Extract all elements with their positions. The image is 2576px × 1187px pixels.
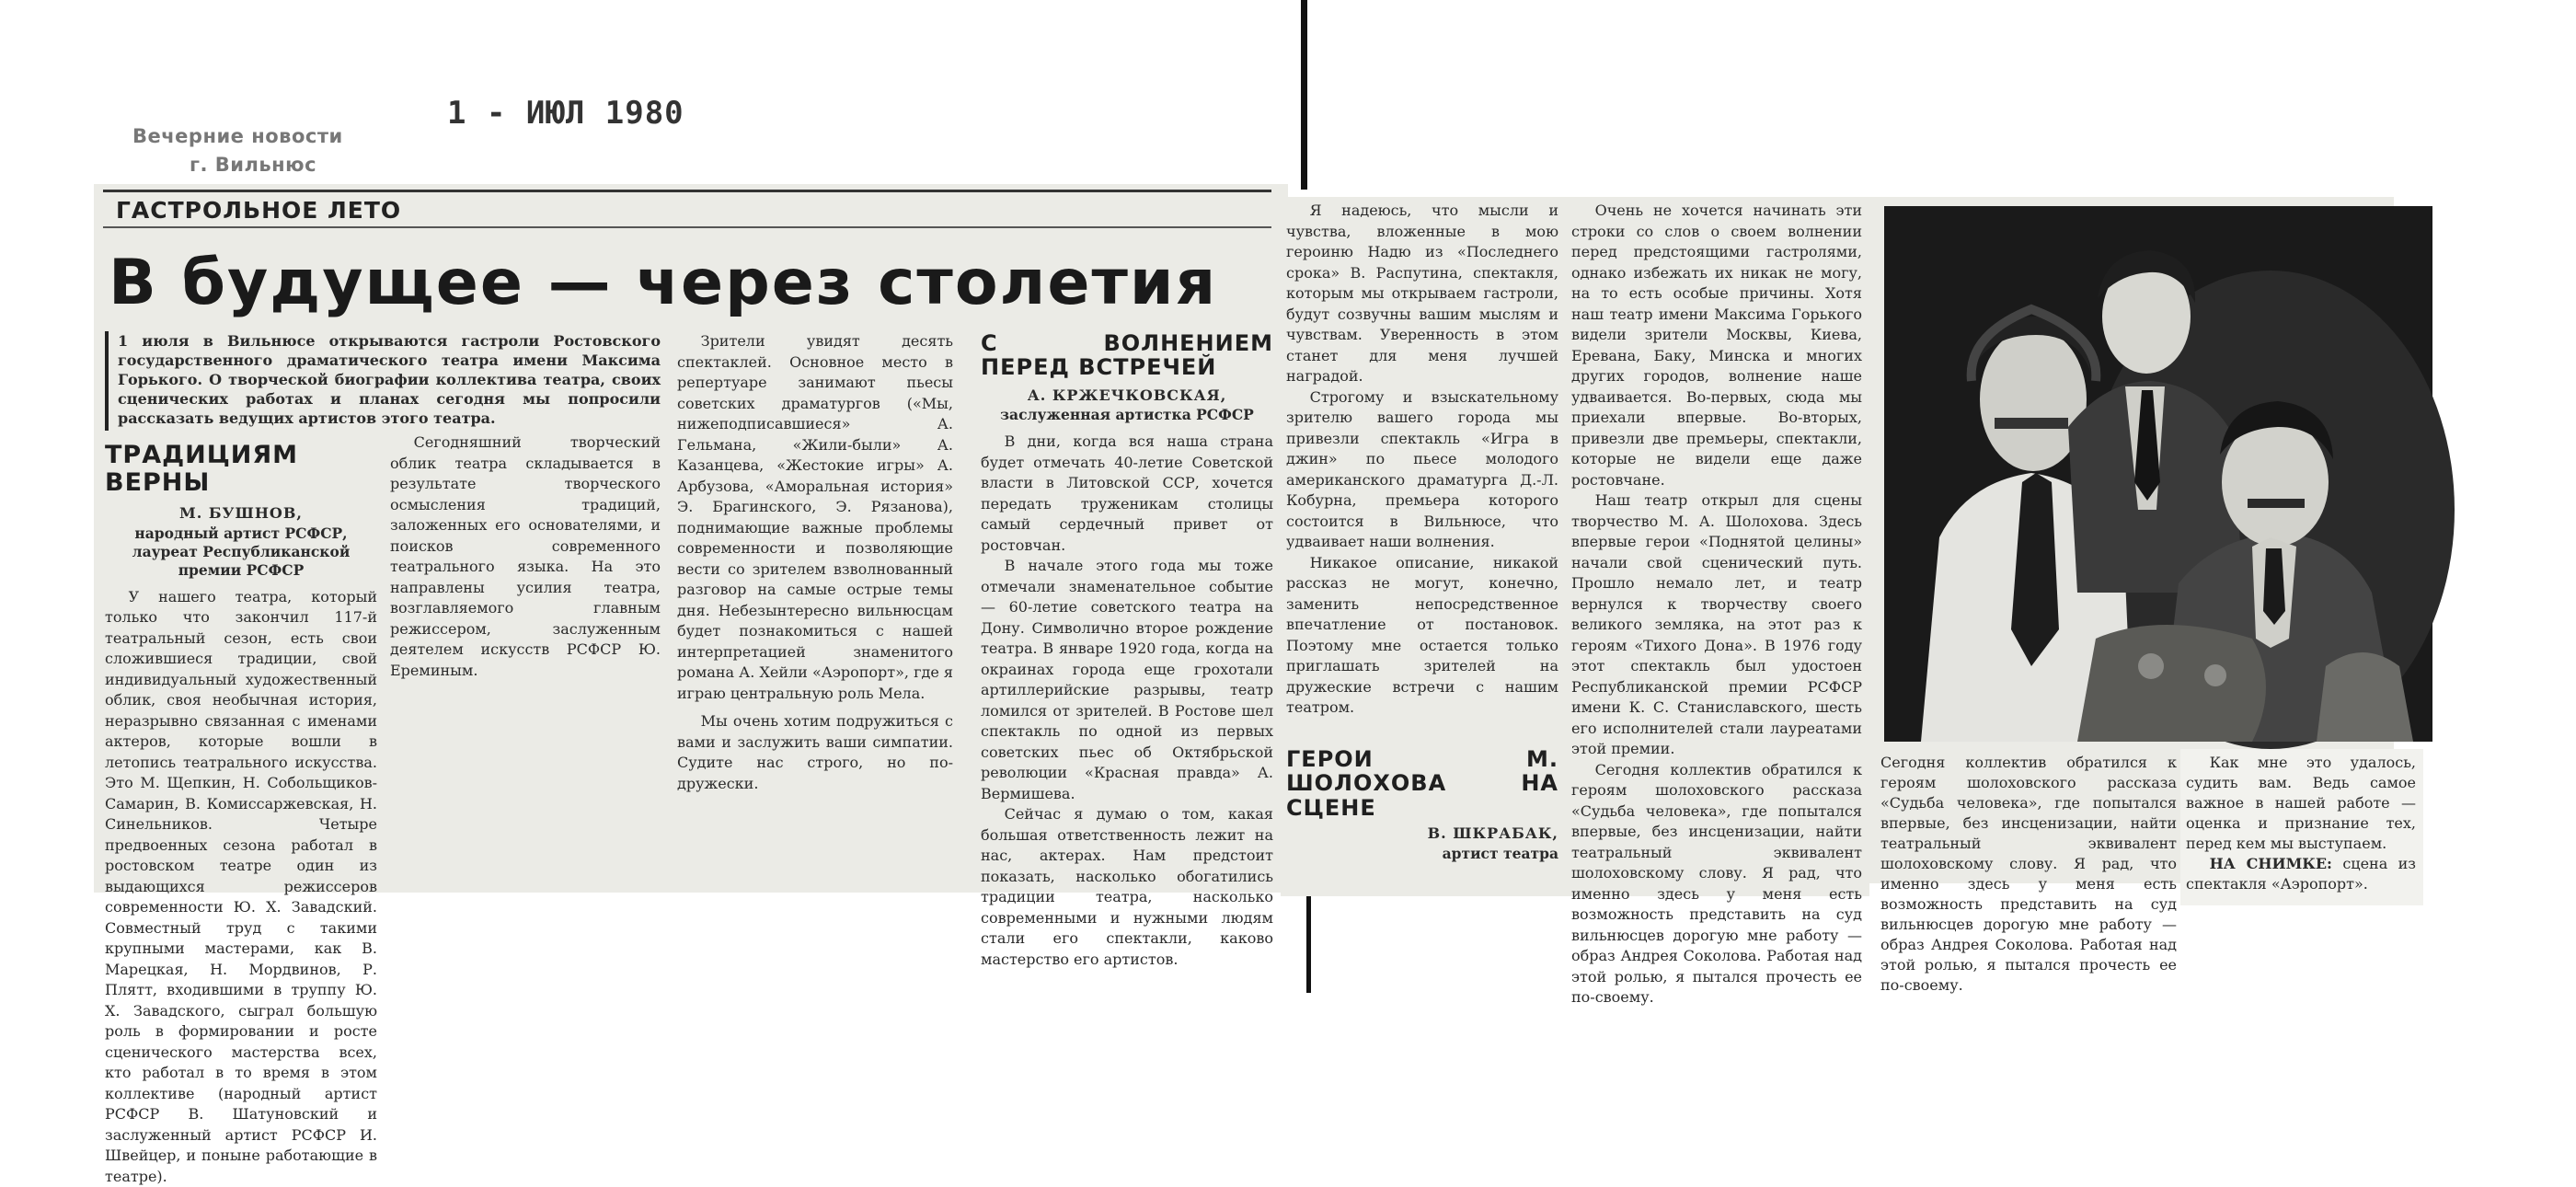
- article2-col-a: [981, 330, 1273, 968]
- article1-col-b: [390, 432, 661, 888]
- article3-paragraph-3-continued: Сегодня коллектив обратился к героям шолоховского рассказа «Судьба человека», где попытался впервые, без инсценизации, найти театральный эквивалент шолоховскому слову. Я рад, что именно здесь у меня есть возможность представить на суд вильнюсцев дорогую мне работу — образ Андрея Соколова. Работая над этой ролью, я пытался прочесть ее по-своему.: [1880, 754, 2177, 994]
- article1-author-title: народный артист РСФСР, лауреат Республиканской премии РСФСР: [132, 524, 351, 579]
- article1-col-a: [105, 441, 377, 1185]
- rubric-rule-top: [103, 190, 1271, 192]
- article3-paragraph-4: Как мне это удалось, судить вам. Ведь самое важное в нашей работе — оценка и признание тех, перед кем мы выступаем.: [2186, 754, 2416, 852]
- rubric-rule-bottom: [103, 226, 1271, 228]
- article2-title: С ВОЛНЕНИЕМ ПЕРЕД ВСТРЕЧЕЙ: [981, 330, 1273, 381]
- article2-paragraph-2: В начале этого года мы тоже отмечали знаменательное событие — 60-летие советского театра на Дону. Символично второе рождение театра. В январе 1920 года, когда на окраинах города еще грохотали артиллерийские разрывы, театр ломился от зрителей. В Ростове шел спектакль по одной из первых советских пьес об Октябрьской революции «Красная правда» А. Вермишева.: [981, 557, 1273, 802]
- scan-fold-line-bottom: [1306, 888, 1311, 993]
- article1-author: М. БУШНОВ,: [179, 504, 303, 523]
- article1-paragraph-3: Зрители увидят десять спектаклей. Основное место в репертуаре занимают пьесы советских драматургов («Мы, нижеподписавшиеся» А. Гельмана, «Жили-были» А. Казанцева, «Жестокие игры» А. Арбузова, «Аморальная история» Э. Брагинского, Э. Рязанова), поднимающие важные проблемы современности и позволяющие вести со зрителем взволнованный разговор на самые острые темы дня. Небезынтересно вильнюсцам будет познакомиться с нашей интерпретацией знаменитого романа А. Хейли «Аэропорт», где я играю центральную роль Мела.: [677, 332, 953, 702]
- article1-paragraph-1: У нашего театра, который только что закончил 117-й театральный сезон, есть свои сложившиеся традиции, свой индивидуальный художественный облик, своя необычная история, неразрывно связанная с именами актеров, которые вошли в летопись театрального искусства. Это М. Щепкин, Н. Собольщиков-Самарин, В. Комиссаржевская, Н. Синельников. Четыре предвоенных сезона работал в ростовском театре один из выдающихся режиссеров современности Ю. Х. Завадский. Совместный труд с такими крупными мастерами, как В. Марецкая, Н. Мордвинов, Р. Плятт, входившими в труппу Ю. Х. Завадского, сыграл большую роль в формировании и росте сценического мастерства всех, кто работал в то время в этом коллективе (народный артист РСФСР В. Шатуновский и заслуженный артист РСФСР И. Швейцер, и поныне работающие в театре).: [105, 587, 377, 1185]
- article2-paragraph-4: Я надеюсь, что мысли и чувства, вложенные в мою героиню Надю из «Последнего срока» В. Распутина, спектакля, которым мы открываем гастроли, будут созвучны вашим мыслям и чувствам. Уверенность в этом станет для меня лучшей наградой.: [1286, 202, 1558, 385]
- newspaper-source-stamp: [132, 122, 343, 179]
- source-title: Вечерние новости: [132, 125, 343, 147]
- rubric-label: ГАСТРОЛЬНОЕ ЛЕТО: [116, 197, 402, 224]
- article2-paragraph-1: В дни, когда вся наша страна будет отмечать 40-летие Советской власти в Литовской ССР, хочется передать труженикам столицы самый сердечный привет от ростовчан.: [981, 432, 1273, 554]
- article2-paragraph-5: Строгому и взыскательному зрителю вашего города мы привезли спектакль «Игра в джин» по пьесе молодого американского драматурга Д.-Л. Кобурна, премьера которого состоится в Вильнюсе, что удваивает наши волнения.: [1286, 387, 1558, 550]
- article2-col-b: [1286, 201, 1558, 743]
- article1-col-c: [677, 331, 953, 888]
- article3-col-a: [1286, 747, 1558, 893]
- photo-caption-text: сцена из спектакля «Аэропорт».: [2186, 855, 2416, 893]
- article3-paragraph-1: Очень не хочется начинать эти строки со слов о своем волнении перед предстоящими гастролями, однако избежать их никак не могу, на то есть особые причины. Хотя наш театр имени Максима Горького видели зрители Москвы, Киева, Еревана, Баку, Минска и многих других городов, волнение наше удваивается. Во-первых, сюда мы приехали впервые. Во-вторых, привезли две премьеры, спектакли, которые не видели еще даже ростовчане.: [1571, 202, 1862, 489]
- article3-col-b: [1571, 201, 1862, 1006]
- article3-author: В. ШКРАБАК,: [1427, 824, 1558, 843]
- article2-paragraph-6: Никакое описание, никакой рассказ не могут, конечно, заменить непосредственное впечатление от постановок. Поэтому мне остается только приглашать зрителей на дружеские встречи с нашим театром.: [1286, 553, 1558, 716]
- article1-paragraph-2: Сегодняшний творческий облик театра складывается в результате творческого осмысления традиций, заложенных его основателями, и поисков современного театрального языка. На это направлены усилия театра, возглавляемого главным режиссером, заслуженным деятелем искусств РСФСР Ю. Ереминым.: [390, 433, 661, 679]
- article1-paragraph-4: Мы очень хотим подружиться с вами и заслужить ваши симпатии. Судите нас строго, но по-дружески.: [677, 712, 953, 792]
- photo-caption: [2186, 854, 2416, 894]
- page-title: В будущее — через столетия: [109, 247, 1218, 319]
- source-city: г. Вильнюс: [190, 154, 317, 176]
- article3-title: ГЕРОИ М. ШОЛОХОВА НА СЦЕНЕ: [1286, 746, 1558, 821]
- photo-caption-label: НА СНИМКЕ:: [2209, 855, 2332, 872]
- article2-author: А. КРЖЕЧКОВСКАЯ,: [1027, 386, 1227, 404]
- lead-box: [105, 331, 661, 431]
- article3-col-d: [2186, 753, 2416, 905]
- lead-text: 1 июля в Вильнюсе открываются гастроли Ростовского государственного драматического театра имени Максима Горького. О творческой биографии коллектива театра, своих сценических работах и планах сегодня мы попросили рассказать ведущих артистов этого театра.: [118, 332, 661, 427]
- scene-photo-image: [1884, 206, 2432, 742]
- article3-author-title: артист театра: [1442, 844, 1558, 862]
- scene-photo: [1884, 206, 2432, 742]
- date-stamp: 1 - ИЮЛ 1980: [447, 95, 684, 132]
- article2-author-title: заслуженная артистка РСФСР: [1000, 406, 1254, 424]
- article1-title: ТРАДИЦИЯМ ВЕРНЫ: [105, 441, 299, 497]
- article3-paragraph-3: Сегодня коллектив обратился к героям шолоховского рассказа «Судьба человека», где попытался впервые, без инсценизации, найти театральный эквивалент шолоховскому слову. Я рад, что именно здесь у меня есть возможность представить на суд вильнюсцев дорогую мне работу — образ Андрея Соколова. Работая над этой ролью, я пытался прочесть ее по-своему.: [1571, 760, 1862, 1006]
- article3-paragraph-2: Наш театр открыл для сцены творчество М. А. Шолохова. Здесь впервые герои «Поднятой целины» начали свой сценический путь. Прошло немало лет, и театр вернулся к творчеству своего великого земляка, на этот раз к героям «Тихого Дона». В 1976 году этот спектакль был удостоен Республиканской премии РСФСР имени К. С. Станиславского, шесть его исполнителей стали лауреатами этой премии.: [1571, 491, 1862, 757]
- scan-fold-line-top: [1301, 0, 1307, 190]
- article3-col-c: [1880, 753, 2177, 994]
- article2-paragraph-3: Сейчас я думаю о том, какая большая ответственность лежит на нас, актерах. Нам предстоит показать, насколько обогатились традиции театра, насколько современными и нужными людям стали его спектакли, каково мастерство его артистов.: [981, 805, 1273, 968]
